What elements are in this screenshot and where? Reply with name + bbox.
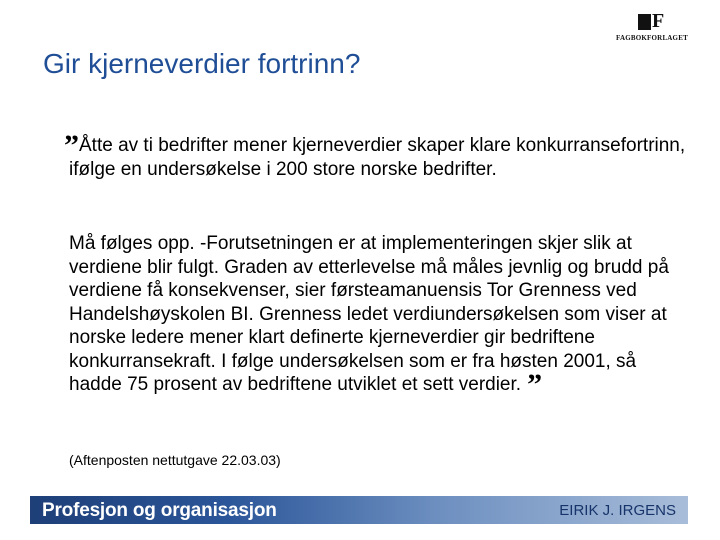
footer-course-title: Profesjon og organisasjon	[42, 500, 277, 521]
footer-author: EIRIK J. IRGENS	[559, 502, 676, 519]
book-icon	[638, 12, 666, 32]
opening-quote-mark: ”	[64, 129, 79, 162]
logo-text: FAGBOKFORLAGET	[616, 34, 688, 42]
source-citation: (Aftenposten nettutgave 22.03.03)	[69, 452, 281, 468]
slide-title: Gir kjerneverdier fortrinn?	[43, 48, 361, 79]
quote-paragraph-2	[69, 232, 694, 401]
quote-paragraph-1-text: Åtte av ti bedrifter mener kjerneverdier skaper klare konkurransefortrinn, ifølge en undersøkelse i 200 store norske bedrifter.	[69, 135, 686, 180]
logo-letter: F	[652, 10, 665, 32]
closing-quote-mark: ”	[527, 368, 543, 401]
quote-paragraph-2-text: Må følges opp. -Forutsetningen er at implementeringen skjer slik at verdiene blir fulgt. Graden av etterlevelse må måles jevnlig og brudd på verdiene få konsekvenser, sier førsteamanuensis Tor Grenness ved Handelshøyskolen BI. Grenness ledet verdiundersøkelsen som viser at norske ledere mener klart definerte kjerneverdier gir bedriftene konkurransekraft. I følge undersøkelsen som er fra høsten 2001, så hadde 75 prosent av bedriftene utviklet et sett verdier.	[69, 233, 669, 395]
quote-paragraph-1	[64, 129, 694, 181]
footer-bar	[30, 496, 688, 524]
publisher-logo	[616, 12, 688, 48]
